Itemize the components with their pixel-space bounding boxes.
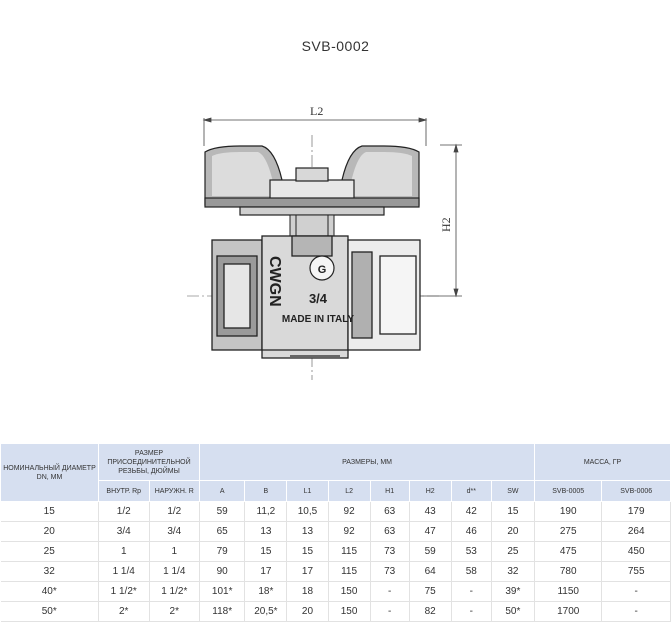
table-cell: 20 — [1, 522, 99, 542]
table-cell: 475 — [535, 542, 602, 562]
size-marking: 3/4 — [308, 291, 328, 306]
table-cell: 118* — [200, 602, 245, 622]
table-row — [1, 542, 671, 562]
table-cell: - — [370, 602, 409, 622]
table-row — [1, 582, 671, 602]
table-cell: 82 — [409, 602, 451, 622]
table-cell: 150 — [328, 582, 370, 602]
table-cell: 1 — [149, 542, 200, 562]
table-cell: 115 — [328, 542, 370, 562]
table-cell: 1 1/2* — [98, 582, 149, 602]
table-cell: 39* — [491, 582, 534, 602]
table-cell: 92 — [328, 502, 370, 522]
table-cell: 1 1/4 — [149, 562, 200, 582]
spec-table-body — [1, 502, 671, 622]
table-cell: 1150 — [535, 582, 602, 602]
header-thread: РАЗМЕР ПРИСОЕДИНИТЕЛЬНОЙ РЕЗЬБЫ, ДЮЙМЫ — [98, 444, 199, 481]
table-cell: 13 — [287, 522, 328, 542]
table-cell: 2* — [98, 602, 149, 622]
table-cell: 10,5 — [287, 502, 328, 522]
table-cell: 42 — [451, 502, 491, 522]
table-cell: 15 — [491, 502, 534, 522]
subheader: A — [200, 481, 245, 502]
table-cell: 264 — [602, 522, 671, 542]
table-cell: - — [602, 602, 671, 622]
subheader: L2 — [328, 481, 370, 502]
table-cell: 755 — [602, 562, 671, 582]
origin-marking: MADE IN ITALY — [281, 314, 355, 325]
table-cell: 73 — [370, 542, 409, 562]
table-cell: 11,2 — [245, 502, 287, 522]
table-cell: 75 — [409, 582, 451, 602]
svg-text:G: G — [317, 264, 327, 276]
header-dn: НОМИНАЛЬНЫЙ ДИАМЕТР DN, ММ — [1, 444, 99, 502]
table-cell: 58 — [451, 562, 491, 582]
table-cell: 275 — [535, 522, 602, 542]
table-cell: 13 — [245, 522, 287, 542]
header-dims: РАЗМЕРЫ, ММ — [200, 444, 535, 481]
table-cell: 780 — [535, 562, 602, 582]
table-cell: 1 — [98, 542, 149, 562]
table-cell: 59 — [200, 502, 245, 522]
table-cell: 15 — [287, 542, 328, 562]
table-cell: 18 — [287, 582, 328, 602]
table-cell: 20,5* — [245, 602, 287, 622]
table-cell: 20 — [491, 522, 534, 542]
table-cell: 1/2 — [149, 502, 200, 522]
table-cell: 32 — [1, 562, 99, 582]
table-cell: 1700 — [535, 602, 602, 622]
table-cell: 20 — [287, 602, 328, 622]
table-cell: 50* — [1, 602, 99, 622]
table-cell: - — [370, 582, 409, 602]
table-cell: 46 — [451, 522, 491, 542]
table-cell: 63 — [370, 522, 409, 542]
table-cell: 190 — [535, 502, 602, 522]
table-cell: 79 — [200, 542, 245, 562]
subheader: SVB-0005 — [535, 481, 602, 502]
table-row — [1, 522, 671, 542]
table-cell: 1 1/4 — [98, 562, 149, 582]
subheader: B — [245, 481, 287, 502]
spec-table — [0, 443, 671, 622]
table-cell: 47 — [409, 522, 451, 542]
subheader: SVB-0006 — [602, 481, 671, 502]
subheader: ВНУТР. Rp — [98, 481, 149, 502]
table-cell: 150 — [328, 602, 370, 622]
table-cell: 65 — [200, 522, 245, 542]
table-cell: 90 — [200, 562, 245, 582]
table-cell: 59 — [409, 542, 451, 562]
dimension-l2 — [204, 118, 426, 146]
subheader: НАРУЖН. R — [149, 481, 200, 502]
table-cell: 43 — [409, 502, 451, 522]
table-row — [1, 562, 671, 582]
table-cell: 53 — [451, 542, 491, 562]
table-cell: 15 — [1, 502, 99, 522]
table-cell: 3/4 — [98, 522, 149, 542]
table-cell: 40* — [1, 582, 99, 602]
table-cell: 73 — [370, 562, 409, 582]
table-cell: 15 — [245, 542, 287, 562]
table-cell: - — [451, 582, 491, 602]
table-cell: 2* — [149, 602, 200, 622]
table-cell: 1 1/2* — [149, 582, 200, 602]
table-cell: 63 — [370, 502, 409, 522]
logo-text: CWGN — [266, 256, 283, 307]
table-cell: 50* — [491, 602, 534, 622]
table-cell: 115 — [328, 562, 370, 582]
table-cell: 17 — [245, 562, 287, 582]
subheader: H1 — [370, 481, 409, 502]
table-cell: 25 — [491, 542, 534, 562]
table-cell: 101* — [200, 582, 245, 602]
header-mass: МАССА, ГР — [535, 444, 671, 481]
table-cell: 1/2 — [98, 502, 149, 522]
table-row — [1, 502, 671, 522]
table-cell: - — [451, 602, 491, 622]
subheader: H2 — [409, 481, 451, 502]
table-cell: 450 — [602, 542, 671, 562]
table-cell: 17 — [287, 562, 328, 582]
page-title: SVB-0002 — [301, 38, 370, 54]
table-cell: 32 — [491, 562, 534, 582]
table-cell: 18* — [245, 582, 287, 602]
table-cell: 25 — [1, 542, 99, 562]
dimension-h2-label: H2 — [439, 217, 453, 232]
table-cell: 3/4 — [149, 522, 200, 542]
subheader: L1 — [287, 481, 328, 502]
table-cell: - — [602, 582, 671, 602]
table-row — [1, 602, 671, 622]
table-cell: 92 — [328, 522, 370, 542]
table-cell: 64 — [409, 562, 451, 582]
subheader: SW — [491, 481, 534, 502]
table-cell: 179 — [602, 502, 671, 522]
dimension-l2-label: L2 — [310, 104, 324, 118]
subheader: d** — [451, 481, 491, 502]
